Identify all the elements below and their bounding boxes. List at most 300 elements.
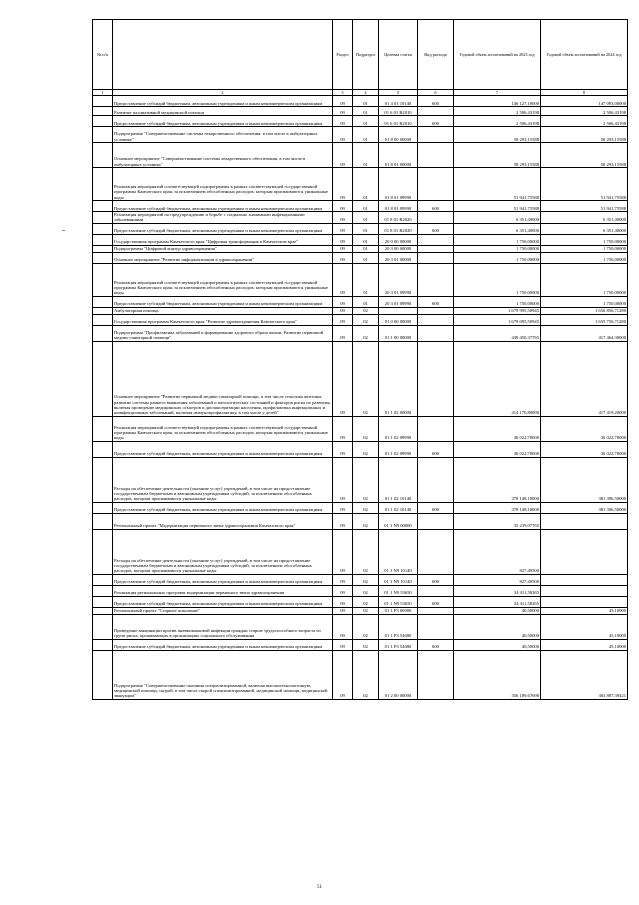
- row-expense-type: [418, 585, 454, 596]
- row-razdel: 09: [333, 245, 353, 252]
- row-volume-2024: 45,10000: [541, 607, 628, 614]
- row-volume-2023: 356 189,67698: [454, 650, 541, 699]
- row-volume-2023: 58 293,15588: [454, 127, 541, 143]
- row-podrazdel: 02: [353, 457, 379, 502]
- row-volume-2023: 2 506,43198: [454, 107, 541, 116]
- row-number: [93, 513, 113, 529]
- table-header-row: [93, 20, 628, 90]
- row-podrazdel: 01: [353, 263, 379, 296]
- row-podrazdel: 01: [353, 201, 379, 212]
- table-row: [93, 296, 628, 307]
- row-name: Государственная программа Камчатского края "Цифровая трансформация в Камчатском крае": [113, 234, 333, 245]
- row-razdel: 09: [333, 341, 353, 416]
- row-name: Предоставление субсидий бюджетным, автономным учреждениям и иным некоммерческим организациям: [113, 502, 333, 513]
- row-podrazdel: 01: [353, 252, 379, 263]
- column-number: 8: [541, 90, 628, 96]
- row-expense-type: [418, 212, 454, 224]
- table-row: [93, 596, 628, 607]
- table-row: [93, 513, 628, 529]
- row-name: Основное мероприятие "Развитие первичной медико-санитарной помощи, в том числе сельским жителям, развитие системы раннего выявления заболеваний и патологических состояний и факторов риска их развития, включая проведение медицинских осмотров и диспансеризации населения, профилактика инфекционных и неинфекционных заболеваний, включая иммунопрофилактику, в том числе у детей": [113, 341, 333, 416]
- row-number: [93, 127, 113, 143]
- row-expense-type: [418, 245, 454, 252]
- table-row: [93, 457, 628, 502]
- row-name: Реализация региональных программ модернизации первичного звена здравоохранения: [113, 585, 333, 596]
- column-number: 3: [333, 90, 353, 96]
- row-name: Предоставление субсидий бюджетным, автономным учреждениям и иным некоммерческим организациям: [113, 223, 333, 234]
- table-row: [93, 168, 628, 201]
- row-number: [93, 143, 113, 168]
- table-row: [93, 212, 628, 224]
- row-volume-2024: 36 022,70000: [541, 441, 628, 457]
- row-podrazdel: 02: [353, 585, 379, 596]
- row-volume-2024: 417 464,30000: [541, 325, 628, 341]
- row-name: Государственная программа Камчатского края "Развитие здравоохранения Камчатского края": [113, 314, 333, 325]
- column-number: 4: [353, 90, 379, 96]
- table-row: [93, 307, 628, 314]
- row-number: [93, 457, 113, 502]
- row-podrazdel: 02: [353, 341, 379, 416]
- row-volume-2023: 414 170,80000: [454, 341, 541, 416]
- table-row: [93, 201, 628, 212]
- row-target-article: 01 1 02 00000: [379, 341, 418, 416]
- row-name: Реализация мероприятий по предупреждению и борьбе с социально значимыми инфекционными заболеваниями: [113, 212, 333, 224]
- row-volume-2024: 2 506,43198: [541, 107, 628, 116]
- row-number: [93, 201, 113, 212]
- row-expense-type: 600: [418, 116, 454, 127]
- row-name: Предоставление субсидий бюджетным, автономным учреждениям и иным некоммерческим организациям: [113, 96, 333, 107]
- row-target-article: 01 1 N9 10140: [379, 529, 418, 574]
- row-volume-2024: [541, 585, 628, 596]
- row-expense-type: [418, 614, 454, 639]
- table-row: [93, 502, 628, 513]
- row-expense-type: [418, 325, 454, 341]
- row-razdel: 09: [333, 212, 353, 224]
- row-name: Расходы на обеспечение деятельности (оказание услуг) учреждений, в том числе на предоставление государственным бюджетным и автономным учреждениям субсидий, за исключением обособленных расходов, которым присваиваются уникальные коды: [113, 457, 333, 502]
- row-volume-2024: 1 656 856,71280: [541, 307, 628, 314]
- row-name: Развитие паллиативной медицинской помощи: [113, 107, 333, 116]
- row-volume-2023: 1 750,00000: [454, 263, 541, 296]
- row-podrazdel: 02: [353, 416, 379, 441]
- row-number: [93, 639, 113, 650]
- row-volume-2024: [541, 574, 628, 585]
- row-volume-2024: 1 750,00000: [541, 245, 628, 252]
- margin-mark: [62, 230, 65, 231]
- row-name: Реализация мероприятий соответствующей подпрограммы в рамках соответствующей государственной программы Камчатского края, за исключением обособленных расходов, которым присваиваются уникальные коды: [113, 416, 333, 441]
- row-target-article: [379, 307, 418, 314]
- row-target-article: 20 3 00 00000: [379, 245, 418, 252]
- table-row: [93, 650, 628, 699]
- row-razdel: 09: [333, 639, 353, 650]
- table-row: [93, 245, 628, 252]
- row-volume-2023: 449 450,37765: [454, 325, 541, 341]
- row-volume-2024: 1 750,00000: [541, 263, 628, 296]
- row-expense-type: [418, 143, 454, 168]
- row-razdel: 09: [333, 96, 353, 107]
- table-row: [93, 314, 628, 325]
- row-razdel: 09: [333, 502, 353, 513]
- row-expense-type: [418, 234, 454, 245]
- row-razdel: 09: [333, 650, 353, 699]
- header-name: [113, 20, 333, 90]
- row-target-article: 01 1 02 10140: [379, 502, 418, 513]
- row-name: Региональный проект "Модернизация первичного звена здравоохранения Камчатского края": [113, 513, 333, 529]
- row-razdel: 09: [333, 263, 353, 296]
- row-razdel: 09: [333, 614, 353, 639]
- table-row: [93, 263, 628, 296]
- row-target-article: 01 8 01 00000: [379, 143, 418, 168]
- row-number: [93, 416, 113, 441]
- row-volume-2024: [541, 529, 628, 574]
- row-volume-2024: 1 655 756,71280: [541, 314, 628, 325]
- row-expense-type: [418, 168, 454, 201]
- row-number: [93, 252, 113, 263]
- row-volume-2024: 58 293,15588: [541, 143, 628, 168]
- row-volume-2024: 381 396,50000: [541, 502, 628, 513]
- row-volume-2023: 378 148,10000: [454, 502, 541, 513]
- row-volume-2024: 6 351,40000: [541, 223, 628, 234]
- row-expense-type: 600: [418, 201, 454, 212]
- row-podrazdel: 01: [353, 296, 379, 307]
- table-row: [93, 585, 628, 596]
- row-razdel: 09: [333, 529, 353, 574]
- row-volume-2024: 6 351,40000: [541, 212, 628, 224]
- row-number: [93, 585, 113, 596]
- row-razdel: 09: [333, 252, 353, 263]
- row-razdel: 09: [333, 116, 353, 127]
- row-name: Расходы на обеспечение деятельности (оказание услуг) учреждений, в том числе на предоставление государственным бюджетным и автономным учреждениям субсидий, за исключением обособленных расходов, которым присваиваются уникальные коды: [113, 529, 333, 574]
- row-razdel: 09: [333, 314, 353, 325]
- column-number: 7: [454, 90, 541, 96]
- row-name: Подпрограмма "Совершенствование системы лекарственного обеспечения, в том числе в амбулаторных условиях": [113, 127, 333, 143]
- row-name: Реализация мероприятий соответствующей подпрограммы в рамках соответствующей государственной программы Камчатского края, за исключением обособленных расходов, которым присваиваются уникальные коды: [113, 168, 333, 201]
- row-volume-2023: 827,49500: [454, 574, 541, 585]
- row-number: [93, 223, 113, 234]
- row-volume-2023: 51 941,75588: [454, 201, 541, 212]
- row-target-article: 20 3 01 09990: [379, 263, 418, 296]
- table-row: [93, 223, 628, 234]
- table-row: [93, 107, 628, 116]
- row-number: [93, 529, 113, 574]
- row-target-article: 01 6 01 R2010: [379, 107, 418, 116]
- row-number: [93, 650, 113, 699]
- row-name: Подпрограмма "Цифровой контур здравоохранения": [113, 245, 333, 252]
- row-volume-2023: 34 411,58265: [454, 596, 541, 607]
- row-number: [93, 96, 113, 107]
- row-expense-type: [418, 314, 454, 325]
- row-volume-2023: 6 351,40000: [454, 212, 541, 224]
- row-number: [93, 168, 113, 201]
- row-number: [93, 614, 113, 639]
- row-volume-2024: 417 419,20000: [541, 341, 628, 416]
- row-volume-2023: 827,49500: [454, 529, 541, 574]
- table-row: [93, 441, 628, 457]
- row-name: Проведение вакцинации против пневмококковой инфекции граждан старше трудоспособного возраста из групп риска, проживающих в организациях социального обслуживания: [113, 614, 333, 639]
- row-number: [93, 116, 113, 127]
- row-podrazdel: 01: [353, 168, 379, 201]
- row-target-article: 01 1 P3 00000: [379, 607, 418, 614]
- header-razdel: Раздел: [333, 20, 353, 90]
- row-target-article: 01 1 00 00000: [379, 325, 418, 341]
- row-volume-2023: 40,50000: [454, 607, 541, 614]
- row-volume-2023: 146 127,10000: [454, 96, 541, 107]
- row-expense-type: 600: [418, 441, 454, 457]
- table-row: [93, 143, 628, 168]
- row-razdel: 09: [333, 234, 353, 245]
- table-body: [93, 96, 628, 700]
- row-number: [93, 107, 113, 116]
- row-volume-2024: [541, 596, 628, 607]
- row-podrazdel: 02: [353, 314, 379, 325]
- row-number: [93, 212, 113, 224]
- row-expense-type: 600: [418, 223, 454, 234]
- budget-table-page: [92, 19, 627, 700]
- row-volume-2024: 1 750,00000: [541, 296, 628, 307]
- column-number: 2: [113, 90, 333, 96]
- table-row: [93, 325, 628, 341]
- table-row: [93, 639, 628, 650]
- table-row: [93, 416, 628, 441]
- header-target-article: Целевая статья: [379, 20, 418, 90]
- row-razdel: 09: [333, 607, 353, 614]
- row-razdel: 09: [333, 223, 353, 234]
- row-expense-type: 600: [418, 574, 454, 585]
- row-podrazdel: 01: [353, 96, 379, 107]
- row-volume-2023: 1 750,00000: [454, 245, 541, 252]
- row-number: [93, 296, 113, 307]
- row-name: Подпрограмма "Совершенствование оказания специализированной, включая высокотехнологичную, медицинской помощи, скорой, в том числе скорой специализированной, медицинской помощи, медицинской эвакуации": [113, 650, 333, 699]
- row-razdel: 09: [333, 168, 353, 201]
- row-podrazdel: 02: [353, 596, 379, 607]
- row-volume-2024: 363 887,39421: [541, 650, 628, 699]
- row-target-article: 01 8 01 09990: [379, 168, 418, 201]
- row-expense-type: 600: [418, 296, 454, 307]
- row-volume-2023: 51 941,75588: [454, 168, 541, 201]
- header-podrazdel: Подраздел: [353, 20, 379, 90]
- row-name: Региональный проект "Старшее поколение": [113, 607, 333, 614]
- row-volume-2023: 35 239,07765: [454, 513, 541, 529]
- row-razdel: 09: [333, 596, 353, 607]
- column-number: 1: [93, 90, 113, 96]
- row-number: [93, 314, 113, 325]
- row-razdel: 09: [333, 513, 353, 529]
- row-target-article: 01 2 00 00000: [379, 650, 418, 699]
- row-expense-type: [418, 307, 454, 314]
- row-razdel: 09: [333, 201, 353, 212]
- row-volume-2023: 1 750,00000: [454, 296, 541, 307]
- row-number: [93, 596, 113, 607]
- row-podrazdel: 01: [353, 212, 379, 224]
- row-podrazdel: 02: [353, 441, 379, 457]
- row-expense-type: [418, 457, 454, 502]
- row-volume-2023: 6 351,40000: [454, 223, 541, 234]
- row-razdel: 09: [333, 416, 353, 441]
- row-podrazdel: 02: [353, 502, 379, 513]
- row-expense-type: [418, 607, 454, 614]
- row-name: Предоставление субсидий бюджетным, автономным учреждениям и иным некоммерческим организациям: [113, 296, 333, 307]
- row-number: [93, 341, 113, 416]
- row-name: Основное мероприятие "Развитие информатизации в здравоохранении": [113, 252, 333, 263]
- row-volume-2023: 58 293,15588: [454, 143, 541, 168]
- row-target-article: 01 1 P3 54680: [379, 614, 418, 639]
- row-target-article: 01 1 P3 54680: [379, 639, 418, 650]
- row-podrazdel: 01: [353, 143, 379, 168]
- row-target-article: 01 1 02 10140: [379, 457, 418, 502]
- row-volume-2023: 1 750,00000: [454, 234, 541, 245]
- row-target-article: 01 8 01 R2020: [379, 212, 418, 224]
- row-podrazdel: 02: [353, 307, 379, 314]
- table-row: [93, 252, 628, 263]
- row-name: Подпрограмма "Профилактика заболеваний и формирование здорового образа жизни. Развитие первичной медико-санитарной помощи": [113, 325, 333, 341]
- column-number: 6: [418, 90, 454, 96]
- row-target-article: 01 1 N9 10140: [379, 574, 418, 585]
- row-volume-2023: 1 750,00000: [454, 252, 541, 263]
- row-volume-2024: 58 293,15588: [541, 127, 628, 143]
- row-volume-2024: 147 093,00000: [541, 96, 628, 107]
- row-podrazdel: 02: [353, 513, 379, 529]
- row-number: [93, 263, 113, 296]
- row-podrazdel: 01: [353, 234, 379, 245]
- row-target-article: 01 8 01 R2020: [379, 223, 418, 234]
- row-volume-2023: 40,50000: [454, 614, 541, 639]
- row-number: [93, 441, 113, 457]
- row-podrazdel: 02: [353, 639, 379, 650]
- table-row: [93, 529, 628, 574]
- row-razdel: 09: [333, 585, 353, 596]
- row-target-article: 01 8 01 09990: [379, 201, 418, 212]
- row-volume-2023: 2 506,43198: [454, 116, 541, 127]
- row-expense-type: 600: [418, 639, 454, 650]
- row-expense-type: [418, 416, 454, 441]
- row-number: [93, 307, 113, 314]
- row-name: Основное мероприятие "Совершенствование системы лекарственного обеспечения, в том числе в амбулаторных условиях": [113, 143, 333, 168]
- row-target-article: 01 0 00 00000: [379, 314, 418, 325]
- header-volume-2023: Годовой объем ассигнований на 2023 год: [454, 20, 541, 90]
- row-target-article: 01 1 N9 00000: [379, 513, 418, 529]
- row-volume-2024: 1 750,00000: [541, 234, 628, 245]
- row-name: Реализация мероприятий соответствующей подпрограммы в рамках соответствующей государственной программы Камчатского края, за исключением обособленных расходов, которым присваиваются уникальные коды: [113, 263, 333, 296]
- header-number: № п/п: [93, 20, 113, 90]
- row-volume-2023: 378 148,10000: [454, 457, 541, 502]
- row-expense-type: [418, 107, 454, 116]
- table-row: [93, 574, 628, 585]
- row-target-article: 01 4 01 10140: [379, 96, 418, 107]
- row-razdel: 09: [333, 143, 353, 168]
- row-volume-2024: [541, 513, 628, 529]
- table-row: [93, 614, 628, 639]
- row-volume-2023: 34 411,58265: [454, 585, 541, 596]
- row-expense-type: [418, 127, 454, 143]
- row-volume-2023: 36 022,70000: [454, 441, 541, 457]
- row-razdel: 09: [333, 574, 353, 585]
- row-volume-2024: 51 941,75588: [541, 201, 628, 212]
- row-name: Предоставление субсидий бюджетным, автономным учреждениям и иным некоммерческим организациям: [113, 574, 333, 585]
- row-expense-type: [418, 341, 454, 416]
- row-volume-2024: 2 506,43198: [541, 116, 628, 127]
- row-number: [93, 502, 113, 513]
- row-podrazdel: 02: [353, 529, 379, 574]
- row-razdel: 09: [333, 296, 353, 307]
- budget-table: [92, 19, 628, 700]
- row-name: Предоставление субсидий бюджетным, автономным учреждениям и иным некоммерческим организациям: [113, 596, 333, 607]
- row-expense-type: [418, 650, 454, 699]
- row-razdel: 09: [333, 107, 353, 116]
- row-target-article: 01 1 02 09990: [379, 416, 418, 441]
- row-volume-2024: 45,10000: [541, 639, 628, 650]
- row-name: Предоставление субсидий бюджетным, автономным учреждениям и иным некоммерческим организациям: [113, 441, 333, 457]
- row-volume-2023: 1 679 095,50945: [454, 314, 541, 325]
- row-volume-2023: 1 679 995,50945: [454, 307, 541, 314]
- row-podrazdel: 01: [353, 116, 379, 127]
- row-number: [93, 234, 113, 245]
- table-row: [93, 96, 628, 107]
- table-row: [93, 607, 628, 614]
- row-target-article: 01 1 N9 53650: [379, 596, 418, 607]
- table-row: [93, 341, 628, 416]
- row-podrazdel: 02: [353, 325, 379, 341]
- row-volume-2024: 51 941,75588: [541, 168, 628, 201]
- row-target-article: 01 1 02 09990: [379, 441, 418, 457]
- row-target-article: 01 8 00 00000: [379, 127, 418, 143]
- row-name: Амбулаторная помощь: [113, 307, 333, 314]
- row-target-article: 20 3 01 00000: [379, 252, 418, 263]
- column-number: 5: [379, 90, 418, 96]
- row-podrazdel: 01: [353, 223, 379, 234]
- table-row: [93, 116, 628, 127]
- row-razdel: 09: [333, 127, 353, 143]
- row-razdel: 09: [333, 307, 353, 314]
- row-volume-2024: 45,10000: [541, 614, 628, 639]
- row-target-article: 01 1 N9 53650: [379, 585, 418, 596]
- row-podrazdel: 02: [353, 607, 379, 614]
- page-number: 51: [317, 885, 322, 890]
- row-expense-type: 600: [418, 96, 454, 107]
- row-volume-2024: 1 750,00000: [541, 252, 628, 263]
- row-number: [93, 607, 113, 614]
- row-number: [93, 574, 113, 585]
- table-row: [93, 127, 628, 143]
- row-volume-2024: 381 396,50000: [541, 457, 628, 502]
- row-podrazdel: 01: [353, 127, 379, 143]
- row-volume-2023: 36 022,70000: [454, 416, 541, 441]
- row-expense-type: 600: [418, 502, 454, 513]
- row-podrazdel: 02: [353, 614, 379, 639]
- row-expense-type: 600: [418, 596, 454, 607]
- row-podrazdel: 01: [353, 245, 379, 252]
- row-razdel: 09: [333, 325, 353, 341]
- row-name: Предоставление субсидий бюджетным, автономным учреждениям и иным некоммерческим организациям: [113, 201, 333, 212]
- table-row: [93, 234, 628, 245]
- row-number: [93, 325, 113, 341]
- row-razdel: 09: [333, 441, 353, 457]
- row-target-article: 20 3 01 09990: [379, 296, 418, 307]
- row-expense-type: [418, 529, 454, 574]
- header-expense-type: Вид расхода: [418, 20, 454, 90]
- row-name: Предоставление субсидий бюджетным, автономным учреждениям и иным некоммерческим организациям: [113, 116, 333, 127]
- row-expense-type: [418, 263, 454, 296]
- row-target-article: 01 6 01 R2010: [379, 116, 418, 127]
- row-volume-2023: 40,50000: [454, 639, 541, 650]
- row-number: [93, 245, 113, 252]
- row-volume-2024: 36 022,70000: [541, 416, 628, 441]
- row-razdel: 09: [333, 457, 353, 502]
- row-podrazdel: 02: [353, 650, 379, 699]
- row-podrazdel: 02: [353, 574, 379, 585]
- row-target-article: 20 0 00 00000: [379, 234, 418, 245]
- row-name: Предоставление субсидий бюджетным, автономным учреждениям и иным некоммерческим организациям: [113, 639, 333, 650]
- row-expense-type: [418, 252, 454, 263]
- row-podrazdel: 01: [353, 107, 379, 116]
- header-volume-2024: Годовой объем ассигнований на 2024 год: [541, 20, 628, 90]
